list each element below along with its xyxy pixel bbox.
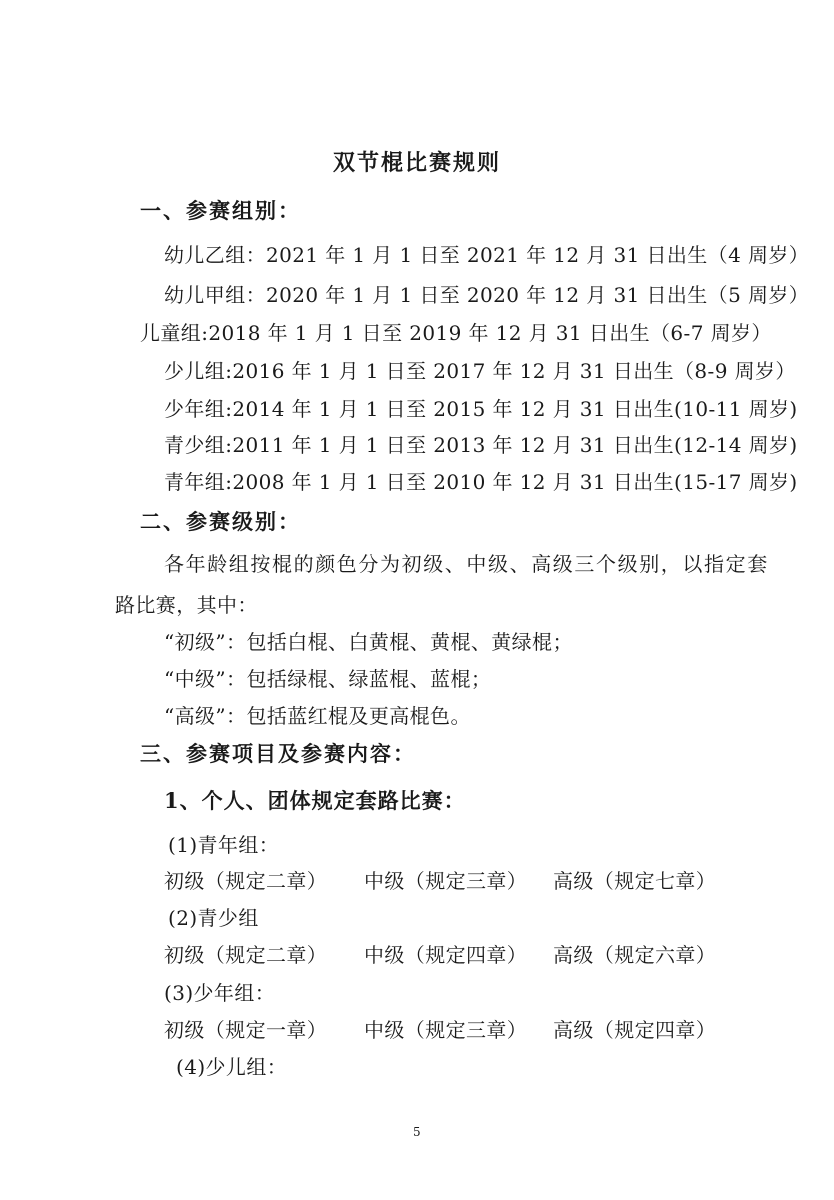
group-line: 儿童组:2018 年 1 月 1 日至 2019 年 12 月 31 日出生（6-7 周岁）	[140, 321, 772, 345]
group-line: 幼儿甲组：2020 年 1 月 1 日至 2020 年 12 月 31 日出生（5 周岁）	[164, 283, 810, 307]
level-chapter-item: 中级（规定三章）	[364, 1018, 528, 1042]
section-heading-levels: 二、参赛级别：	[140, 509, 301, 534]
group-line: 少年组:2014 年 1 月 1 日至 2015 年 12 月 31 日出生(10-11 周岁)	[164, 397, 798, 421]
level-chapter-item: 高级（规定六章）	[553, 943, 717, 967]
age-group-label: (2)青少组	[168, 906, 259, 930]
document-title: 双节棍比赛规则	[332, 150, 501, 176]
group-line: 少儿组:2016 年 1 月 1 日至 2017 年 12 月 31 日出生（8-9 周岁）	[164, 359, 796, 383]
group-line: 幼儿乙组：2021 年 1 月 1 日至 2021 年 12 月 31 日出生（4 周岁）	[164, 243, 810, 267]
level-chapter-item: 初级（规定一章）	[164, 1018, 328, 1042]
page-number: 5	[412, 1125, 422, 1139]
level-item: “中级”：包括绿棍、绿蓝棍、蓝棍；	[164, 667, 492, 691]
level-chapter-item: 初级（规定二章）	[164, 943, 328, 967]
levels-paragraph-line1: 各年龄组按棍的颜色分为初级、中级、高级三个级别，以指定套	[164, 552, 769, 576]
level-chapter-item: 高级（规定七章）	[553, 869, 717, 893]
age-group-label: (3)少年组：	[164, 981, 276, 1005]
subsection-heading-routines: 1、个人、团体规定套路比赛：	[164, 788, 466, 813]
level-item: “高级”：包括蓝红棍及更高棍色。	[164, 704, 471, 728]
section-heading-groups: 一、参赛组别：	[140, 198, 301, 223]
section-heading-events: 三、参赛项目及参赛内容：	[140, 741, 416, 766]
levels-paragraph-line2: 路比赛，其中：	[115, 593, 258, 617]
age-group-label: (4)少儿组：	[176, 1055, 288, 1079]
level-item: “初级”：包括白棍、白黄棍、黄棍、黄绿棍；	[164, 630, 573, 654]
level-chapter-item: 中级（规定三章）	[364, 869, 528, 893]
level-chapter-item: 初级（规定二章）	[164, 869, 328, 893]
group-line: 青少组:2011 年 1 月 1 日至 2013 年 12 月 31 日出生(12-14 周岁)	[164, 433, 798, 457]
level-chapter-item: 中级（规定四章）	[364, 943, 528, 967]
level-chapter-item: 高级（规定四章）	[553, 1018, 717, 1042]
group-line: 青年组:2008 年 1 月 1 日至 2010 年 12 月 31 日出生(15-17 周岁)	[164, 470, 798, 494]
age-group-label: (1)青年组：	[168, 833, 280, 857]
